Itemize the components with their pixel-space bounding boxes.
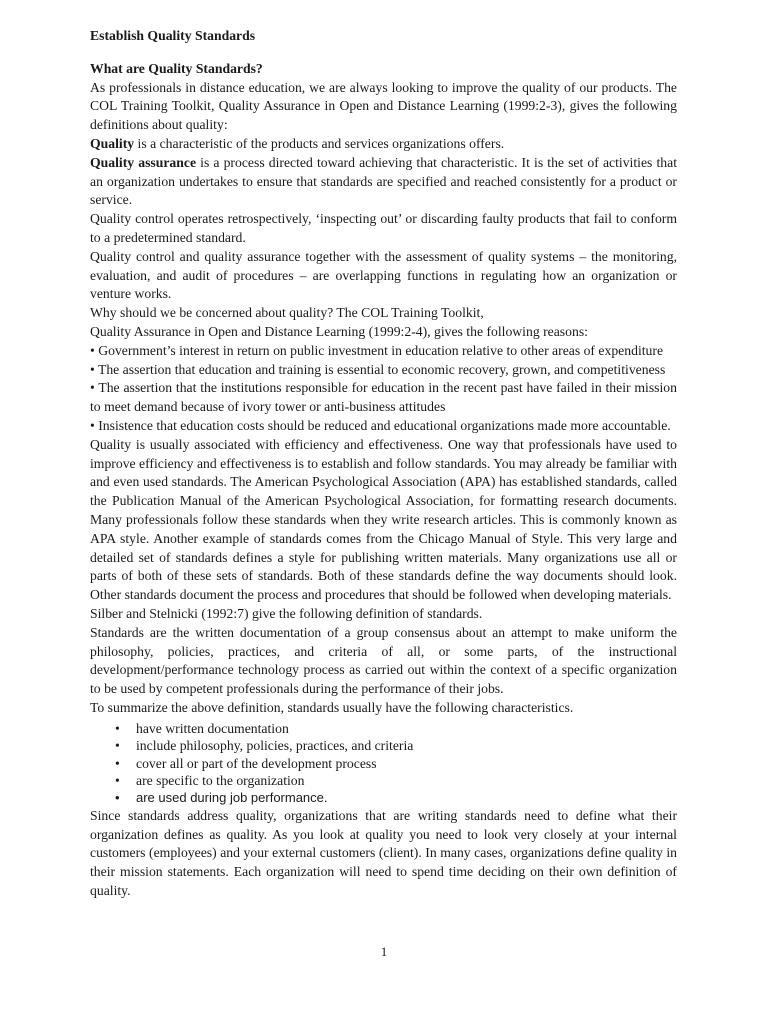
reason-item: • Insistence that education costs should be reduced and educational organizations made more accountable. bbox=[90, 417, 671, 433]
closing-paragraph: Since standards address quality, organizations that are writing standards need to define what their organization defines as quality. As you look at quality you need to look very closely at your internal customers (employees) and your external customers (client). In many cases, organizations define quality in their mission statements. Each organization will need to spend time deciding on their own definition of quality. bbox=[90, 807, 677, 898]
list-item: • are specific to the organization bbox=[90, 772, 677, 789]
list-item: • include philosophy, policies, practices, and criteria bbox=[90, 737, 677, 754]
definition-text: is a characteristic of the products and services organizations offers. bbox=[134, 135, 505, 151]
why-line-1: Why should we be concerned about quality? The COL Training Toolkit, bbox=[90, 305, 484, 321]
efficiency-paragraph: Quality is usually associated with efficiency and effectiveness. One way that professionals have used to improve efficiency and effectiveness is to establish and follow standards. You may already be familiar with and even used standards. The American Psychological Association (APA) has established standards, called the Publication Manual of the American Psychological Association, for formatting research documents. Many professionals follow these standards when they write research articles. This is commonly known as APA style. Another example of standards comes from the Chicago Manual of Style. This very large and detailed set of standards defines a style for publishing written materials. Many organizations use all or parts of both of these sets of standards. Both of these standards define the way documents should look. Other standards document the process and procedures that should be followed when developing materials. bbox=[90, 436, 677, 603]
reason-item: • Government’s interest in return on public investment in education relative to other areas of expenditure bbox=[90, 342, 664, 358]
why-line-2: Quality Assurance in Open and Distance Learning (1999:2-4), gives the following reasons: bbox=[90, 323, 588, 339]
silber-paragraph: Silber and Stelnicki (1992:7) give the following definition of standards. bbox=[90, 605, 483, 621]
list-item: • have written documentation bbox=[90, 720, 677, 737]
document-body bbox=[90, 27, 677, 901]
reason-item: • The assertion that the institutions responsible for education in the recent past have failed in their mission to meet demand because of ivory tower or anti-business attitudes bbox=[90, 380, 677, 415]
section-heading: What are Quality Standards? bbox=[90, 60, 263, 76]
characteristics-list bbox=[90, 720, 677, 807]
document-title: Establish Quality Standards bbox=[90, 28, 256, 43]
overlap-paragraph: Quality control and quality assurance together with the assessment of quality systems – the monitoring, evaluation, and audit of procedures – are overlapping functions in regulating how an organization or venture works. bbox=[90, 248, 677, 302]
list-item: • cover all or part of the development process bbox=[90, 755, 677, 772]
intro-paragraph: As professionals in distance education, we are always looking to improve the quality of our products. The COL Training Toolkit, Quality Assurance in Open and Distance Learning (1999:2-3), gives the following definitions about quality: bbox=[90, 79, 677, 133]
definition-quality bbox=[90, 135, 677, 154]
standards-definition-paragraph: Standards are the written documentation of a group consensus about an attempt to make uniform the philosophy, policies, practices, and criteria of all, or some parts, of the instructional development/performance technology process as carried out within the context of a specific organization to be used by competent professionals during the performance of their jobs. bbox=[90, 624, 677, 697]
page-number: 1 bbox=[380, 944, 388, 959]
summarize-paragraph: To summarize the above definition, standards usually have the following characteristics. bbox=[90, 699, 574, 715]
definition-term: Quality bbox=[90, 135, 135, 151]
reason-item: • The assertion that education and training is essential to economic recovery, grown, and competitiveness bbox=[90, 361, 666, 377]
quality-control-paragraph: Quality control operates retrospectively, ‘inspecting out’ or discarding faulty products that fail to conform to a predetermined standard. bbox=[90, 211, 677, 245]
list-item: • are used during job performance. bbox=[90, 789, 677, 806]
definition-quality-assurance bbox=[90, 154, 677, 210]
definition-term: Quality assurance bbox=[90, 154, 197, 170]
definition-text: is a process directed toward achieving that characteristic. It is the set of activities that an organization undertakes to ensure that standards are specified and reached consistently for a product or service. bbox=[90, 154, 677, 208]
